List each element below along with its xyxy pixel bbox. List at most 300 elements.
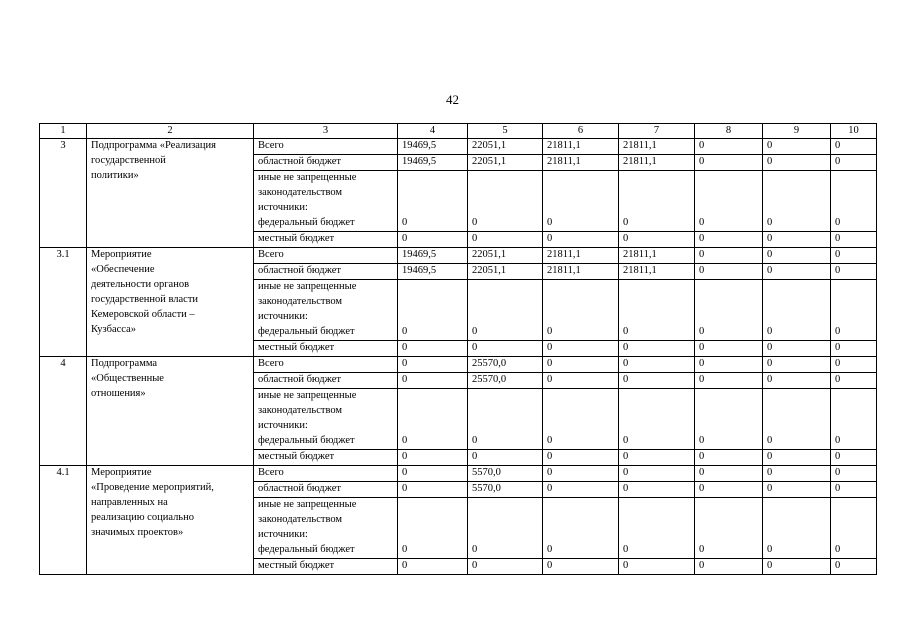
value-cell — [619, 139, 695, 155]
value-cell — [831, 139, 877, 155]
value-cell — [619, 155, 695, 171]
value-text: 21811,1 — [547, 249, 581, 260]
value-cell — [543, 373, 619, 389]
funding-source — [254, 373, 398, 389]
column-header: 3 — [254, 124, 398, 139]
value-cell — [831, 171, 877, 232]
value-text: 0 — [699, 374, 705, 385]
column-header: 6 — [543, 124, 619, 139]
value-cell — [543, 232, 619, 248]
funding-source-line: иные не запрещенные — [258, 499, 357, 510]
value-cell — [831, 389, 877, 450]
value-text: 0 — [767, 435, 773, 446]
table-row — [40, 466, 877, 482]
value-cell — [695, 450, 763, 466]
value-cell — [398, 389, 468, 450]
value-cell — [398, 373, 468, 389]
value-text: 0 — [547, 451, 553, 462]
value-cell — [831, 357, 877, 373]
value-text: 0 — [402, 451, 408, 462]
value-cell — [398, 357, 468, 373]
value-cell — [619, 341, 695, 357]
value-cell — [468, 482, 543, 498]
value-text: 19469,5 — [402, 140, 437, 151]
program-name-line: деятельности органов — [91, 279, 190, 290]
value-text: 0 — [623, 233, 629, 244]
value-cell — [468, 280, 543, 341]
value-text: 0 — [699, 358, 705, 369]
funding-source-line: иные не запрещенные — [258, 172, 357, 183]
value-cell — [468, 450, 543, 466]
value-cell — [468, 171, 543, 232]
value-cell — [543, 139, 619, 155]
value-text: 0 — [835, 156, 841, 167]
value-cell — [468, 155, 543, 171]
column-header: 1 — [40, 124, 87, 139]
value-text: 0 — [835, 265, 841, 276]
value-cell — [468, 248, 543, 264]
funding-source — [254, 482, 398, 498]
value-text: 19469,5 — [402, 249, 437, 260]
value-text: 0 — [623, 342, 629, 353]
funding-source-line: законодательством — [258, 514, 343, 525]
value-cell — [398, 248, 468, 264]
funding-source — [254, 357, 398, 373]
program-name-line: Кузбасса» — [91, 324, 136, 335]
value-text: 0 — [402, 374, 408, 385]
value-text: 0 — [835, 544, 841, 555]
value-text: 0 — [699, 560, 705, 571]
value-cell — [763, 498, 831, 559]
value-cell — [831, 498, 877, 559]
value-cell — [619, 280, 695, 341]
value-cell — [695, 264, 763, 280]
value-text: 0 — [402, 233, 408, 244]
value-text: 0 — [699, 249, 705, 260]
value-cell — [543, 280, 619, 341]
value-cell — [619, 466, 695, 482]
funding-source — [254, 139, 398, 155]
column-header: 7 — [619, 124, 695, 139]
value-cell — [543, 498, 619, 559]
value-cell — [619, 450, 695, 466]
funding-source — [254, 466, 398, 482]
value-cell — [831, 482, 877, 498]
value-cell — [398, 466, 468, 482]
value-text: 0 — [472, 217, 478, 228]
value-text: 0 — [767, 217, 773, 228]
value-text: 0 — [699, 483, 705, 494]
program-name — [87, 357, 254, 466]
value-text: 0 — [472, 560, 478, 571]
table-row — [40, 248, 877, 264]
row-number: 4 — [40, 357, 87, 466]
value-cell — [398, 498, 468, 559]
funding-source-line: федеральный бюджет — [258, 435, 355, 446]
funding-source-line: Всего — [258, 467, 284, 478]
value-text: 0 — [402, 217, 408, 228]
funding-source — [254, 232, 398, 248]
funding-source-line: законодательством — [258, 187, 343, 198]
value-text: 0 — [547, 233, 553, 244]
value-text: 0 — [699, 544, 705, 555]
value-text: 0 — [623, 435, 629, 446]
value-text: 0 — [547, 342, 553, 353]
value-text: 0 — [547, 483, 553, 494]
value-text: 0 — [767, 326, 773, 337]
value-text: 0 — [699, 342, 705, 353]
value-cell — [695, 389, 763, 450]
value-text: 0 — [623, 217, 629, 228]
funding-source-line: иные не запрещенные — [258, 390, 357, 401]
program-name — [87, 466, 254, 575]
program-name-line: «Общественные — [91, 373, 164, 384]
value-cell — [398, 280, 468, 341]
value-cell — [763, 155, 831, 171]
value-text: 0 — [835, 358, 841, 369]
value-cell — [763, 341, 831, 357]
value-text: 0 — [472, 326, 478, 337]
funding-source-line: источники: — [258, 420, 308, 431]
funding-source-line: источники: — [258, 311, 308, 322]
value-cell — [763, 389, 831, 450]
funding-source-line: Всего — [258, 358, 284, 369]
value-cell — [543, 389, 619, 450]
value-text: 25570,0 — [472, 358, 507, 369]
column-header: 9 — [763, 124, 831, 139]
value-text: 19469,5 — [402, 156, 437, 167]
value-text: 0 — [472, 451, 478, 462]
value-text: 0 — [835, 467, 841, 478]
value-cell — [763, 373, 831, 389]
value-text: 0 — [547, 435, 553, 446]
program-name-line: «Проведение мероприятий, — [91, 482, 214, 493]
value-text: 0 — [472, 233, 478, 244]
value-cell — [763, 450, 831, 466]
value-cell — [468, 357, 543, 373]
value-cell — [398, 341, 468, 357]
value-cell — [763, 139, 831, 155]
funding-source-line: областной бюджет — [258, 374, 341, 385]
value-text: 0 — [547, 217, 553, 228]
value-cell — [543, 264, 619, 280]
value-cell — [831, 450, 877, 466]
value-cell — [695, 232, 763, 248]
value-cell — [619, 559, 695, 575]
funding-source — [254, 341, 398, 357]
value-cell — [763, 482, 831, 498]
value-cell — [398, 559, 468, 575]
program-name-line: Мероприятие — [91, 467, 152, 478]
value-text: 0 — [623, 451, 629, 462]
value-cell — [543, 171, 619, 232]
program-name-line: направленных на — [91, 497, 168, 508]
column-header: 5 — [468, 124, 543, 139]
value-text: 22051,1 — [472, 249, 507, 260]
value-text: 5570,0 — [472, 483, 501, 494]
value-cell — [619, 248, 695, 264]
value-text: 0 — [402, 483, 408, 494]
value-cell — [831, 341, 877, 357]
value-text: 0 — [402, 326, 408, 337]
value-cell — [619, 389, 695, 450]
value-text: 0 — [547, 544, 553, 555]
value-text: 22051,1 — [472, 265, 507, 276]
value-text: 0 — [767, 544, 773, 555]
value-cell — [695, 341, 763, 357]
funding-source-line: Всего — [258, 140, 284, 151]
value-text: 0 — [699, 233, 705, 244]
value-cell — [695, 559, 763, 575]
program-name-line: отношения» — [91, 388, 146, 399]
funding-source — [254, 280, 398, 341]
budget-table — [39, 123, 877, 575]
value-cell — [398, 482, 468, 498]
table-row — [40, 357, 877, 373]
funding-source-line: местный бюджет — [258, 560, 335, 571]
value-text: 0 — [835, 483, 841, 494]
program-name-line: государственной — [91, 155, 166, 166]
value-cell — [763, 559, 831, 575]
value-text: 0 — [623, 467, 629, 478]
value-cell — [831, 373, 877, 389]
value-text: 0 — [767, 374, 773, 385]
value-text: 22051,1 — [472, 156, 507, 167]
value-text: 0 — [835, 560, 841, 571]
page-number: 42 — [446, 92, 459, 107]
value-text: 0 — [402, 544, 408, 555]
funding-source-line: федеральный бюджет — [258, 544, 355, 555]
value-cell — [831, 248, 877, 264]
value-cell — [398, 232, 468, 248]
value-cell — [619, 482, 695, 498]
program-name — [87, 139, 254, 248]
value-text: 0 — [699, 435, 705, 446]
value-text: 0 — [767, 233, 773, 244]
value-cell — [398, 450, 468, 466]
value-text: 0 — [623, 358, 629, 369]
value-text: 21811,1 — [547, 265, 581, 276]
value-cell — [543, 357, 619, 373]
value-text: 0 — [699, 217, 705, 228]
value-cell — [398, 264, 468, 280]
value-cell — [831, 559, 877, 575]
value-cell — [543, 559, 619, 575]
value-cell — [831, 280, 877, 341]
funding-source-line: законодательством — [258, 405, 343, 416]
value-text: 0 — [623, 326, 629, 337]
value-text: 0 — [547, 467, 553, 478]
value-text: 0 — [402, 435, 408, 446]
program-name-line: политики» — [91, 170, 139, 181]
value-cell — [468, 559, 543, 575]
value-text: 19469,5 — [402, 265, 437, 276]
value-cell — [831, 264, 877, 280]
value-cell — [695, 498, 763, 559]
funding-source-line: федеральный бюджет — [258, 326, 355, 337]
value-text: 0 — [835, 233, 841, 244]
funding-source-line: источники: — [258, 202, 308, 213]
value-text: 0 — [767, 451, 773, 462]
value-text: 0 — [835, 140, 841, 151]
value-text: 21811,1 — [547, 156, 581, 167]
program-name-line: Мероприятие — [91, 249, 152, 260]
program-name-line: значимых проектов» — [91, 527, 184, 538]
value-cell — [619, 373, 695, 389]
value-text: 0 — [472, 544, 478, 555]
value-text: 21811,1 — [547, 140, 581, 151]
program-name-line: Подпрограмма — [91, 358, 158, 369]
value-text: 0 — [699, 326, 705, 337]
row-number: 3 — [40, 139, 87, 248]
value-cell — [831, 232, 877, 248]
value-text: 0 — [767, 358, 773, 369]
funding-source-line: местный бюджет — [258, 233, 335, 244]
value-text: 5570,0 — [472, 467, 501, 478]
value-text: 0 — [472, 435, 478, 446]
value-text: 0 — [767, 140, 773, 151]
value-text: 0 — [767, 342, 773, 353]
value-text: 0 — [767, 560, 773, 571]
value-cell — [763, 280, 831, 341]
value-cell — [695, 280, 763, 341]
value-text: 0 — [835, 435, 841, 446]
program-name-line: государственной власти — [91, 294, 199, 305]
value-text: 21811,1 — [623, 249, 657, 260]
funding-source-line: законодательством — [258, 296, 343, 307]
funding-source-line: федеральный бюджет — [258, 217, 355, 228]
value-text: 21811,1 — [623, 140, 657, 151]
funding-source-line: местный бюджет — [258, 342, 335, 353]
funding-source — [254, 248, 398, 264]
value-text: 0 — [835, 451, 841, 462]
value-cell — [695, 171, 763, 232]
value-text: 0 — [699, 467, 705, 478]
funding-source — [254, 389, 398, 450]
value-text: 25570,0 — [472, 374, 507, 385]
funding-source-line: Всего — [258, 249, 284, 260]
value-text: 0 — [835, 326, 841, 337]
value-text: 0 — [402, 358, 408, 369]
value-cell — [468, 264, 543, 280]
value-cell — [468, 389, 543, 450]
value-cell — [468, 373, 543, 389]
value-text: 0 — [835, 217, 841, 228]
value-cell — [763, 171, 831, 232]
value-text: 0 — [835, 374, 841, 385]
table-row — [40, 139, 877, 155]
value-text: 0 — [835, 249, 841, 260]
value-cell — [398, 155, 468, 171]
program-name-line: реализацию социально — [91, 512, 194, 523]
program-name — [87, 248, 254, 357]
value-cell — [619, 171, 695, 232]
value-text: 0 — [547, 560, 553, 571]
column-header: 2 — [87, 124, 254, 139]
column-header: 4 — [398, 124, 468, 139]
column-header: 10 — [831, 124, 877, 139]
value-text: 0 — [767, 467, 773, 478]
funding-source-line: иные не запрещенные — [258, 281, 357, 292]
value-text: 0 — [699, 140, 705, 151]
value-cell — [619, 498, 695, 559]
value-text: 0 — [547, 374, 553, 385]
program-name-line: Подпрограмма «Реализация — [91, 140, 216, 151]
value-text: 0 — [767, 156, 773, 167]
value-cell — [468, 466, 543, 482]
value-cell — [468, 341, 543, 357]
value-cell — [763, 357, 831, 373]
value-text: 22051,1 — [472, 140, 507, 151]
value-text: 0 — [699, 156, 705, 167]
value-text: 0 — [623, 483, 629, 494]
value-text: 0 — [699, 451, 705, 462]
funding-source-line: областной бюджет — [258, 156, 341, 167]
funding-source — [254, 498, 398, 559]
value-cell — [695, 357, 763, 373]
value-cell — [695, 248, 763, 264]
value-cell — [398, 139, 468, 155]
value-text: 0 — [472, 342, 478, 353]
value-cell — [543, 248, 619, 264]
value-cell — [468, 232, 543, 248]
row-number: 3.1 — [40, 248, 87, 357]
value-cell — [619, 232, 695, 248]
value-cell — [763, 264, 831, 280]
value-cell — [619, 264, 695, 280]
value-text: 0 — [623, 544, 629, 555]
header-row — [40, 124, 877, 139]
value-cell — [468, 498, 543, 559]
value-text: 0 — [547, 326, 553, 337]
value-text: 0 — [547, 358, 553, 369]
value-cell — [763, 248, 831, 264]
value-text: 0 — [767, 265, 773, 276]
table-body — [40, 124, 877, 575]
value-cell — [695, 482, 763, 498]
value-text: 0 — [767, 249, 773, 260]
value-cell — [763, 232, 831, 248]
value-text: 0 — [767, 483, 773, 494]
value-cell — [543, 466, 619, 482]
value-text: 0 — [623, 374, 629, 385]
value-cell — [468, 139, 543, 155]
value-text: 0 — [699, 265, 705, 276]
value-text: 0 — [623, 560, 629, 571]
value-cell — [695, 155, 763, 171]
funding-source — [254, 155, 398, 171]
value-cell — [695, 373, 763, 389]
funding-source — [254, 171, 398, 232]
funding-source-line: местный бюджет — [258, 451, 335, 462]
value-cell — [398, 171, 468, 232]
value-cell — [831, 155, 877, 171]
value-text: 0 — [402, 342, 408, 353]
value-cell — [763, 466, 831, 482]
funding-source — [254, 450, 398, 466]
value-cell — [695, 466, 763, 482]
program-name-line: «Обеспечение — [91, 264, 155, 275]
value-cell — [619, 357, 695, 373]
value-cell — [543, 341, 619, 357]
value-cell — [831, 466, 877, 482]
value-text: 0 — [402, 467, 408, 478]
row-number: 4.1 — [40, 466, 87, 575]
program-name-line: Кемеровской области – — [91, 309, 195, 320]
value-cell — [543, 450, 619, 466]
value-text: 0 — [402, 560, 408, 571]
funding-source-line: источники: — [258, 529, 308, 540]
